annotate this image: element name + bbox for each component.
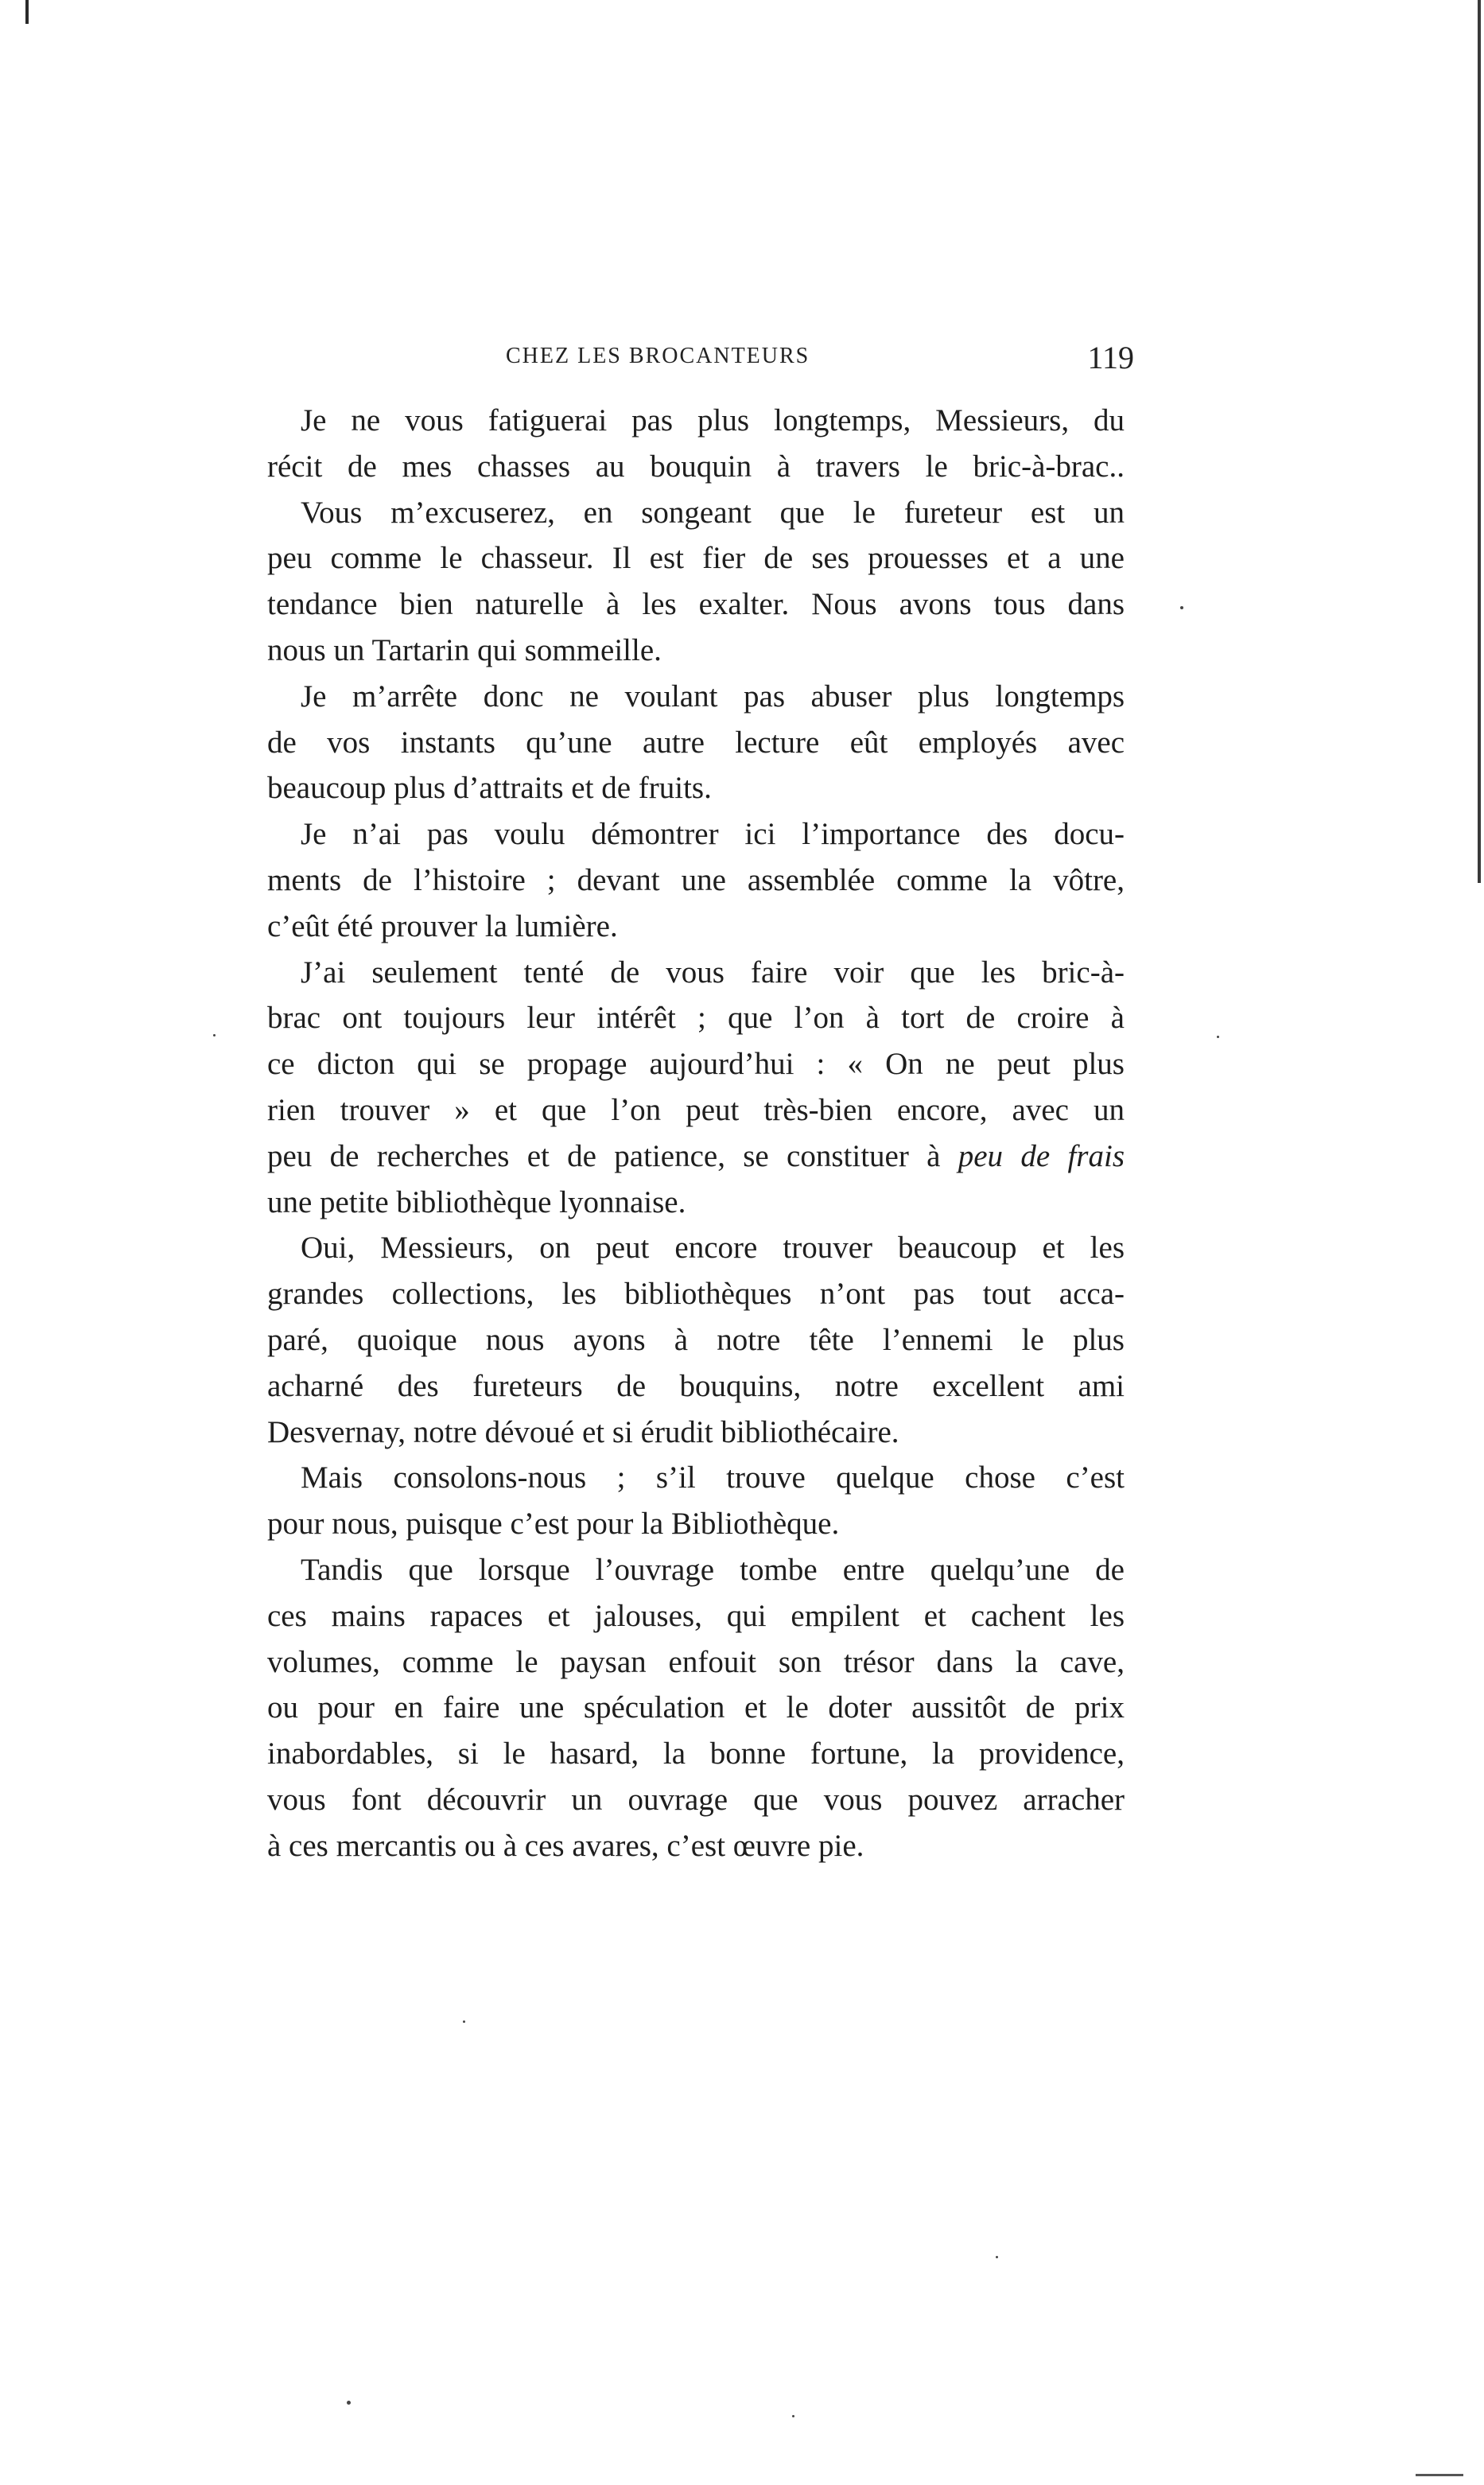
text-line: une petite bibliothèque lyonnaise. [267,1184,686,1219]
scan-edge-mark [1416,2474,1463,2476]
text-line: Desvernay, notre dévoué et si érudit bibliothécaire. [267,1414,899,1449]
running-title: CHEZ LES BROCANTEURS [506,344,810,368]
text-line: brac ont toujours leur intérêt ; que l’on à tort de croire à [267,1001,1125,1036]
paper-speck [1217,1036,1219,1038]
text-line-with-italic [267,1134,1125,1180]
text-line: Je n’ai pas voulu démontrer ici l’importance des docu- [301,817,1125,852]
text-line: Je ne vous fatiguerai pas plus longtemps, Messieurs, du [301,403,1125,438]
paper-speck [996,2256,998,2258]
text-line: Tandis que lorsque l’ouvrage tombe entre quelqu’une de [301,1552,1125,1587]
text-line: récit de mes chasses au bouquin à travers le bric-à-brac.. [267,449,1125,484]
text-segment: peu de recherches et de patience, se constituer à [267,1138,941,1173]
text-line: acharné des fureteurs de bouquins, notre excellent ami [267,1368,1125,1403]
text-line: volumes, comme le paysan enfouit son trésor dans la cave, [267,1644,1125,1679]
text-line: Je m’arrête donc ne voulant pas abuser plus longtemps [301,679,1125,714]
text-line: grandes collections, les bibliothèques n’ont pas tout acca- [267,1277,1125,1312]
body-text [267,398,1125,1869]
text-line: Vous m’excuserez, en songeant que le fureteur est un [301,495,1125,530]
text-line: J’ai seulement tenté de vous faire voir que les bric-à- [301,955,1125,990]
paper-speck [213,1034,216,1036]
paper-speck [463,2020,465,2023]
paper-speck [347,2401,351,2405]
page-edge-shadow [1478,0,1481,883]
text-line: ments de l’histoire ; devant une assemblée comme la vôtre, [267,862,1125,897]
text-line: beaucoup plus d’attraits et de fruits. [267,771,712,806]
text-line: rien trouver » et que l’on peut très-bien encore, avec un [267,1092,1125,1127]
text-line: ce dicton qui se propage aujourd’hui : « On ne peut plus [267,1047,1125,1082]
paper-speck [792,2415,794,2417]
text-line: paré, quoique nous ayons à notre tête l’ennemi le plus [267,1322,1125,1357]
paper-speck [1180,606,1183,609]
text-line: à ces mercantis ou à ces avares, c’est œuvre pie. [267,1828,864,1863]
text-line: ces mains rapaces et jalouses, qui empilent et cachent les [267,1598,1125,1633]
text-line: Oui, Messieurs, on peut encore trouver beaucoup et les [301,1231,1125,1266]
text-line: vous font découvrir un ouvrage que vous pouvez arracher [267,1782,1125,1817]
italic-phrase: peu de frais [958,1138,1125,1173]
running-head [267,340,1134,379]
text-line: nous un Tartarin qui sommeille. [267,632,662,667]
text-line: tendance bien naturelle à les exalter. Nous avons tous dans [267,587,1125,622]
text-line: ou pour en faire une spéculation et le doter aussitôt de prix [267,1690,1125,1725]
text-line: inabordables, si le hasard, la bonne fortune, la providence, [267,1736,1125,1771]
text-line: Mais consolons-nous ; s’il trouve quelque chose c’est [301,1460,1125,1495]
text-line: pour nous, puisque c’est pour la Bibliothèque. [267,1507,840,1542]
text-line: c’eût été prouver la lumière. [267,908,618,943]
scan-edge-mark [25,0,29,24]
page-number: 119 [1087,340,1134,375]
text-line: peu comme le chasseur. Il est fier de ses prouesses et a une [267,541,1125,576]
text-line: de vos instants qu’une autre lecture eût employés avec [267,725,1125,760]
